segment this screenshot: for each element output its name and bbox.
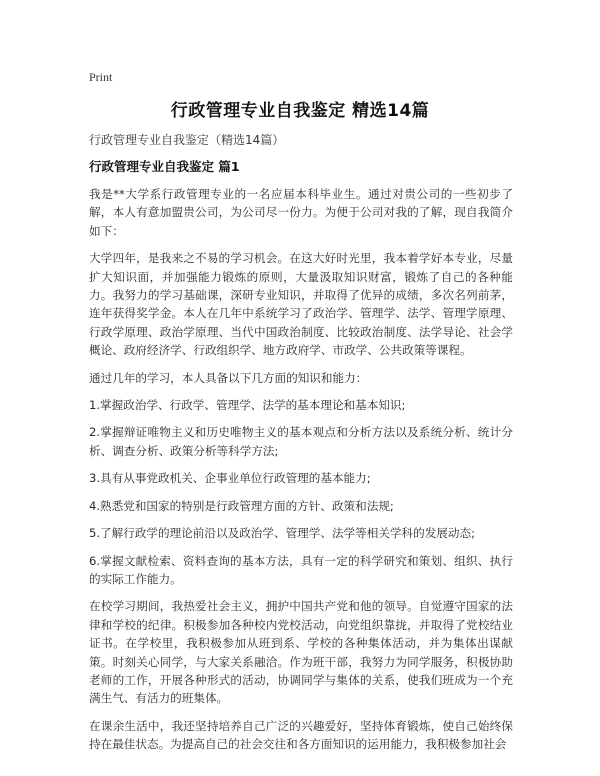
page-title: 行政管理专业自我鉴定 精选14篇	[170, 101, 430, 121]
article-body	[89, 132, 513, 763]
list-item-6: 6.掌握文献检索、资料查询的基本方法，具有一定的科学研究和策划、组织、执行的实际工作能力。	[89, 553, 513, 586]
print-label: Print	[89, 70, 113, 84]
paragraph-campus: 在校学习期间，我热爱社会主义，拥护中国共产党和他的领导。自觉遵守国家的法律和学校的纪律。积极参加各种校内党校活动，向党组织靠拢，并取得了党校结业证书。在学校里，我积极参加从班到系、学校的各种集体活动，并为集体出谋献策。时刻关心同学，与大家关系融洽。作为班干部，我努力为同学服务，积极协助老师的工作，开展各种形式的活动，协调同学与集体的关系，使我们班成为一个充满生气、有活力的班集体。	[89, 599, 513, 706]
paragraph-abilities-lead: 通过几年的学习，本人具备以下几方面的知识和能力：	[89, 370, 368, 385]
list-item-1: 1.掌握政治学、行政学、管理学、法学的基本理论和基本知识;	[89, 398, 406, 413]
paragraph-intro: 我是**大学系行政管理专业的一名应届本科毕业生。通过对贵公司的一些初步了解，本人有意加盟贵公司，为公司尽一份力。为便于公司对我的了解，现自我简介如下：	[89, 187, 513, 238]
article-subtitle: 行政管理专业自我鉴定（精选14篇）	[89, 133, 285, 147]
paragraph-study: 大学四年，是我来之不易的学习机会。在这大好时光里，我本着学好本专业，尽量扩大知识面，并加强能力锻炼的原则，大量汲取知识财富，锻炼了自己的各种能力。我努力的学习基础课，深研专业知识，并取得了优异的成绩，多次名列前茅，连年获得奖学金。本人在几年中系统学习了政治学、管理学、法学、管理学原理、行政学原理、政治学原理、当代中国政治制度、比较政治制度、法学导论、社会学概论、政府经济学、行政组织学、地方政府学、市政学、公共政策等课程。	[89, 251, 513, 358]
list-item-2: 2.掌握辩证唯物主义和历史唯物主义的基本观点和分析方法以及系统分析、统计分析、调查分析、政策分析等科学方法;	[89, 425, 513, 458]
list-item-3: 3.具有从事党政机关、企事业单位行政管理的基本能力;	[89, 471, 371, 486]
section-heading: 行政管理专业自我鉴定 篇1	[89, 159, 240, 174]
list-item-4: 4.熟悉党和国家的特别是行政管理方面的方针、政策和法规;	[89, 498, 394, 513]
paragraph-extracurricular: 在课余生活中，我还坚持培养自己广泛的兴趣爱好，坚持体育锻炼，使自己始终保持在最佳状态。为提高自己的社会交往和各方面知识的运用能力，我积极参加社会	[89, 718, 513, 752]
list-item-5: 5.了解行政学的理论前沿以及政治学、管理学、法学等相关学科的发展动态;	[89, 526, 475, 541]
